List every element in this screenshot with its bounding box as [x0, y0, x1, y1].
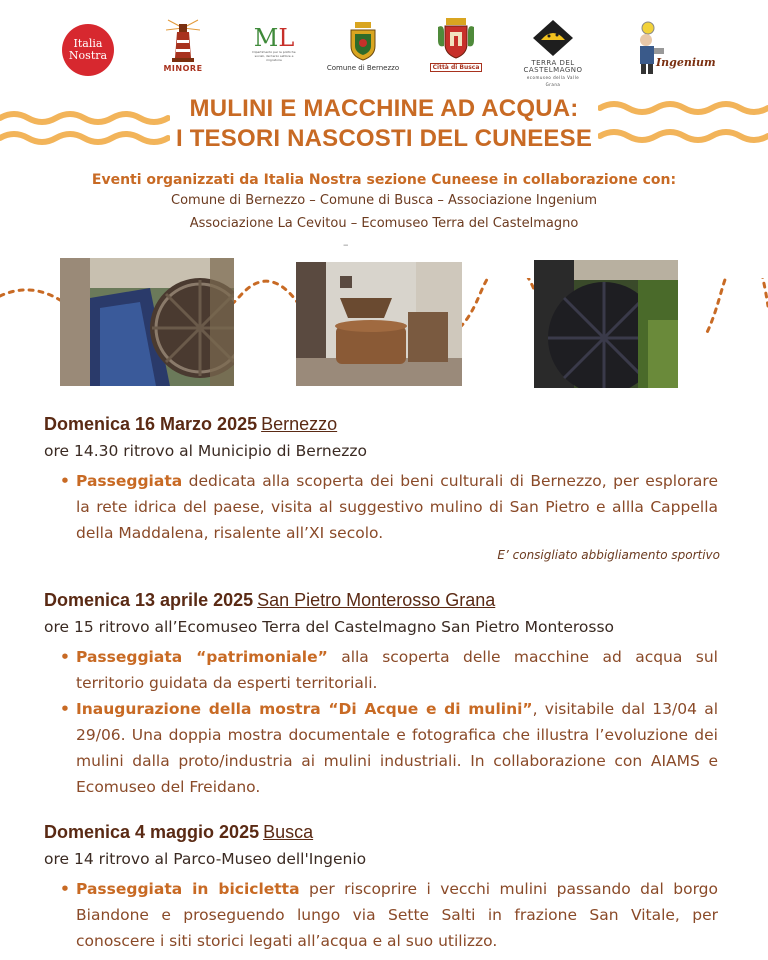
minore-label: MINORE: [163, 64, 203, 73]
italia-nostra-word-2: Nostra: [68, 49, 108, 62]
ml-letter-m: M: [253, 24, 279, 52]
castelmagno-logo: [520, 18, 586, 88]
minore-logo: [158, 18, 208, 73]
bullet-dot: •: [60, 648, 70, 666]
castelmagno-label-1: TERRA DEL: [531, 59, 575, 67]
event-3-title: [44, 822, 313, 843]
event-1-title: [44, 414, 337, 435]
event-2-bullet-2-highlight: Inaugurazione della mostra “Di Acque e di mulini”: [76, 700, 533, 718]
water-wheel-image: [60, 258, 234, 386]
event-2-bullet-1: [60, 644, 718, 696]
event-2-place: San Pietro Monterosso Grana: [257, 590, 496, 610]
castelmagno-label-2: CASTELMAGNO: [523, 66, 583, 74]
event-3-bullet-1-text: per riscoprire i vecchi mulini passando dal borgo Biandone e proseguendo lungo via Sette Salti in frazione San Vitale, per conoscere i siti storici legati all’acqua e al suo utilizzo.: [76, 880, 718, 950]
water-wheel-image-2: [534, 260, 678, 388]
ml-letter-l: L: [278, 24, 295, 52]
partners-line-2: Associazione La Cevitou – Ecomuseo Terra del Castelmagno: [189, 216, 579, 231]
event-3-bullet-1-highlight: Passeggiata in bicicletta: [76, 880, 300, 898]
partners-line-1: Comune di Bernezzo – Comune di Busca – Associazione Ingenium: [171, 193, 597, 208]
organizers-line: Eventi organizzati da Italia Nostra sezione Cuneese in collaborazione con:: [91, 172, 677, 188]
event-1-bullet-1: [60, 468, 718, 546]
photo-millstone: [296, 262, 462, 386]
italia-nostra-logo: [62, 24, 114, 76]
event-2-bullet-1-text: alla scoperta delle macchine ad acqua sul territorio guidata da esperti territoriali.: [76, 648, 718, 692]
event-1-bullet-1-text: dedicata alla scoperta dei beni culturali di Bernezzo, per esplorare la rete idrica del paese, visita al suggestivo mulino di San Pietro e allla Cappella della Maddalena, risalente all’XI secolo.: [76, 472, 718, 542]
partner-logos: [50, 18, 720, 87]
event-2-date: Domenica 13 aprile 2025: [44, 590, 254, 610]
photo-water-wheel-2: [534, 260, 678, 388]
castelmagno-cheese-icon: [531, 18, 575, 58]
event-2-title: [44, 590, 495, 611]
busca-label: Città di Busca: [430, 63, 483, 72]
bullet-dot: •: [60, 700, 70, 718]
event-2-bullet-2-text: , visitabile dal 13/04 al 29/06. Una doppia mostra documentale e fotografica che illustra l’evoluzione dei mulini dalla proto/industria ai mulini industriali. In collaborazione con AIAMS e Ecomuseo del Freidano.: [76, 700, 718, 796]
event-2-bullet-1-highlight: Passeggiata “patrimoniale”: [76, 648, 328, 666]
event-3-meeting: ore 14 ritrovo al Parco-Museo dell'Ingenio: [44, 850, 367, 868]
photo-water-wheel-1: [60, 258, 234, 386]
event-1-date: Domenica 16 Marzo 2025: [44, 414, 258, 434]
bullet-dot: •: [60, 880, 70, 898]
event-1-note: E’ consigliato abbigliamento sportivo: [497, 548, 720, 562]
title-line-1: MULINI E MACCHINE AD ACQUA:: [189, 95, 579, 122]
event-1-bullet-1-highlight: Passeggiata: [76, 472, 183, 490]
event-3-date: Domenica 4 maggio 2025: [44, 822, 260, 842]
lighthouse-icon: [166, 18, 200, 62]
ml-subtitle: Dipartimento per le politiche sociali, del terzo settore e migratorie: [252, 50, 296, 62]
bullet-dot: •: [60, 472, 70, 490]
partners-dash: –: [343, 238, 349, 251]
bernezzo-label: Comune di Bernezzo: [326, 64, 400, 72]
event-3-bullet-1: [60, 876, 718, 954]
poster-title: [0, 94, 768, 154]
bernezzo-logo: [328, 22, 398, 72]
millstone-image: [296, 262, 462, 386]
busca-crest-icon: [436, 18, 476, 62]
ml-logo: [246, 26, 302, 62]
title-line-2: I TESORI NASCOSTI DEL CUNEESE: [175, 125, 593, 152]
event-2-bullet-2: [60, 696, 718, 800]
castelmagno-subtitle: ecomuseo della Valle Grana: [526, 75, 580, 87]
ingenium-label: Ingenium: [656, 56, 716, 69]
busca-logo: [430, 18, 482, 72]
bernezzo-crest-icon: [348, 22, 378, 62]
italia-nostra-word-1: Italia: [73, 37, 103, 50]
event-2-meeting: ore 15 ritrovo all’Ecomuseo Terra del Castelmagno San Pietro Monterosso: [44, 618, 615, 636]
event-3-place: Busca: [263, 822, 314, 842]
event-1-place: Bernezzo: [261, 414, 338, 434]
event-1-meeting: ore 14.30 ritrovo al Municipio di Bernezzo: [44, 442, 368, 460]
